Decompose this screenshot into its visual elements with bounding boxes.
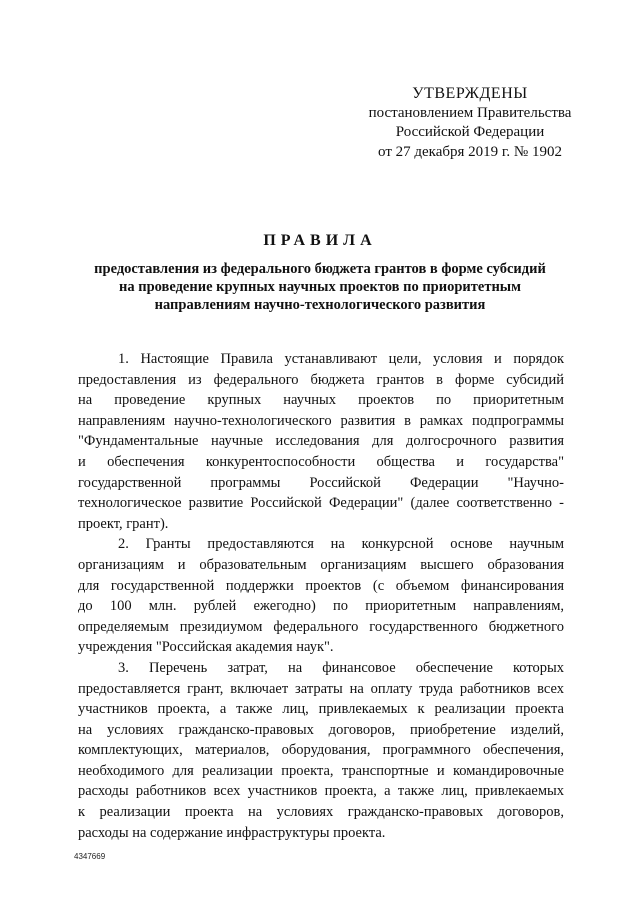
text-line: расходы на содержание инфраструктуры проекта. [78, 824, 386, 841]
document-code: 4347669 [74, 852, 106, 861]
text-line: государственной программы Российской Федерации "Научно- [78, 474, 564, 491]
subtitle-line: предоставления из федерального бюджета грантов в форме субсидий [94, 261, 546, 277]
subtitle-line: направлениям научно-технологического развития [154, 297, 486, 313]
text-line: комплектующих, материалов, оборудования, программного обеспечения, [78, 742, 564, 759]
approval-heading: УТВЕРЖДЕНЫ [412, 85, 528, 102]
approval-line-1: постановлением Правительства [368, 104, 572, 121]
text-line: "Фундаментальные научные исследования для долгосрочного развития [78, 433, 564, 450]
document-subtitle [60, 260, 580, 314]
text-line: проект, грант). [78, 515, 169, 532]
text-line: направлениям научно-технологического развития в рамках подпрограммы [78, 412, 564, 429]
paragraph-1 [78, 349, 564, 534]
approval-block [330, 84, 610, 162]
paragraph-2 [78, 534, 564, 658]
document-body [78, 349, 564, 843]
text-line: определяемым президиумом федерального государственного бюджетного [78, 618, 564, 635]
text-line: расходы работников всех участников проекта, а также лиц, привлекаемых [78, 783, 564, 800]
text-line: 3. Перечень затрат, на финансовое обеспечение которых [118, 659, 564, 676]
paragraph-3 [78, 658, 564, 843]
text-line: организациям и образовательным организациям высшего образования [78, 556, 564, 573]
text-line: для государственной поддержки проектов (с объемом финансирования [78, 577, 564, 594]
text-line: учреждения "Российская академия наук". [78, 639, 334, 656]
approval-line-3: от 27 декабря 2019 г. № 1902 [378, 143, 562, 160]
text-line: на условиях гражданско-правовых договоров, приобретение изделий, [78, 721, 564, 738]
document-title: ПРАВИЛА [263, 232, 377, 249]
text-line: и обеспечения конкурентоспособности общества и государства" [78, 453, 564, 470]
subtitle-line: на проведение крупных научных проектов по приоритетным [118, 279, 522, 295]
text-line: предоставления из федерального бюджета грантов в форме субсидий [78, 371, 564, 388]
text-line: до 100 млн. рублей ежегодно) по приоритетным направлениям, [78, 598, 564, 615]
text-line: необходимого для реализации проекта, транспортные и командировочные [78, 762, 564, 779]
text-line: предоставляется грант, включает затраты на оплату труда работников всех [78, 680, 564, 697]
text-line: к реализации проекта на условиях гражданско-правовых договоров, [78, 804, 564, 821]
text-line: 1. Настоящие Правила устанавливают цели, условия и порядок [118, 351, 564, 367]
text-line: технологическое развитие Российской Федерации" (далее соответственно - [78, 495, 564, 512]
text-line: на проведение крупных научных проектов по приоритетным [78, 392, 564, 409]
text-line: 2. Гранты предоставляются на конкурсной основе научным [118, 536, 564, 553]
approval-line-2: Российской Федерации [395, 124, 545, 140]
text-line: участников проекта, а также лиц, привлекаемых к реализации проекта [78, 701, 564, 718]
